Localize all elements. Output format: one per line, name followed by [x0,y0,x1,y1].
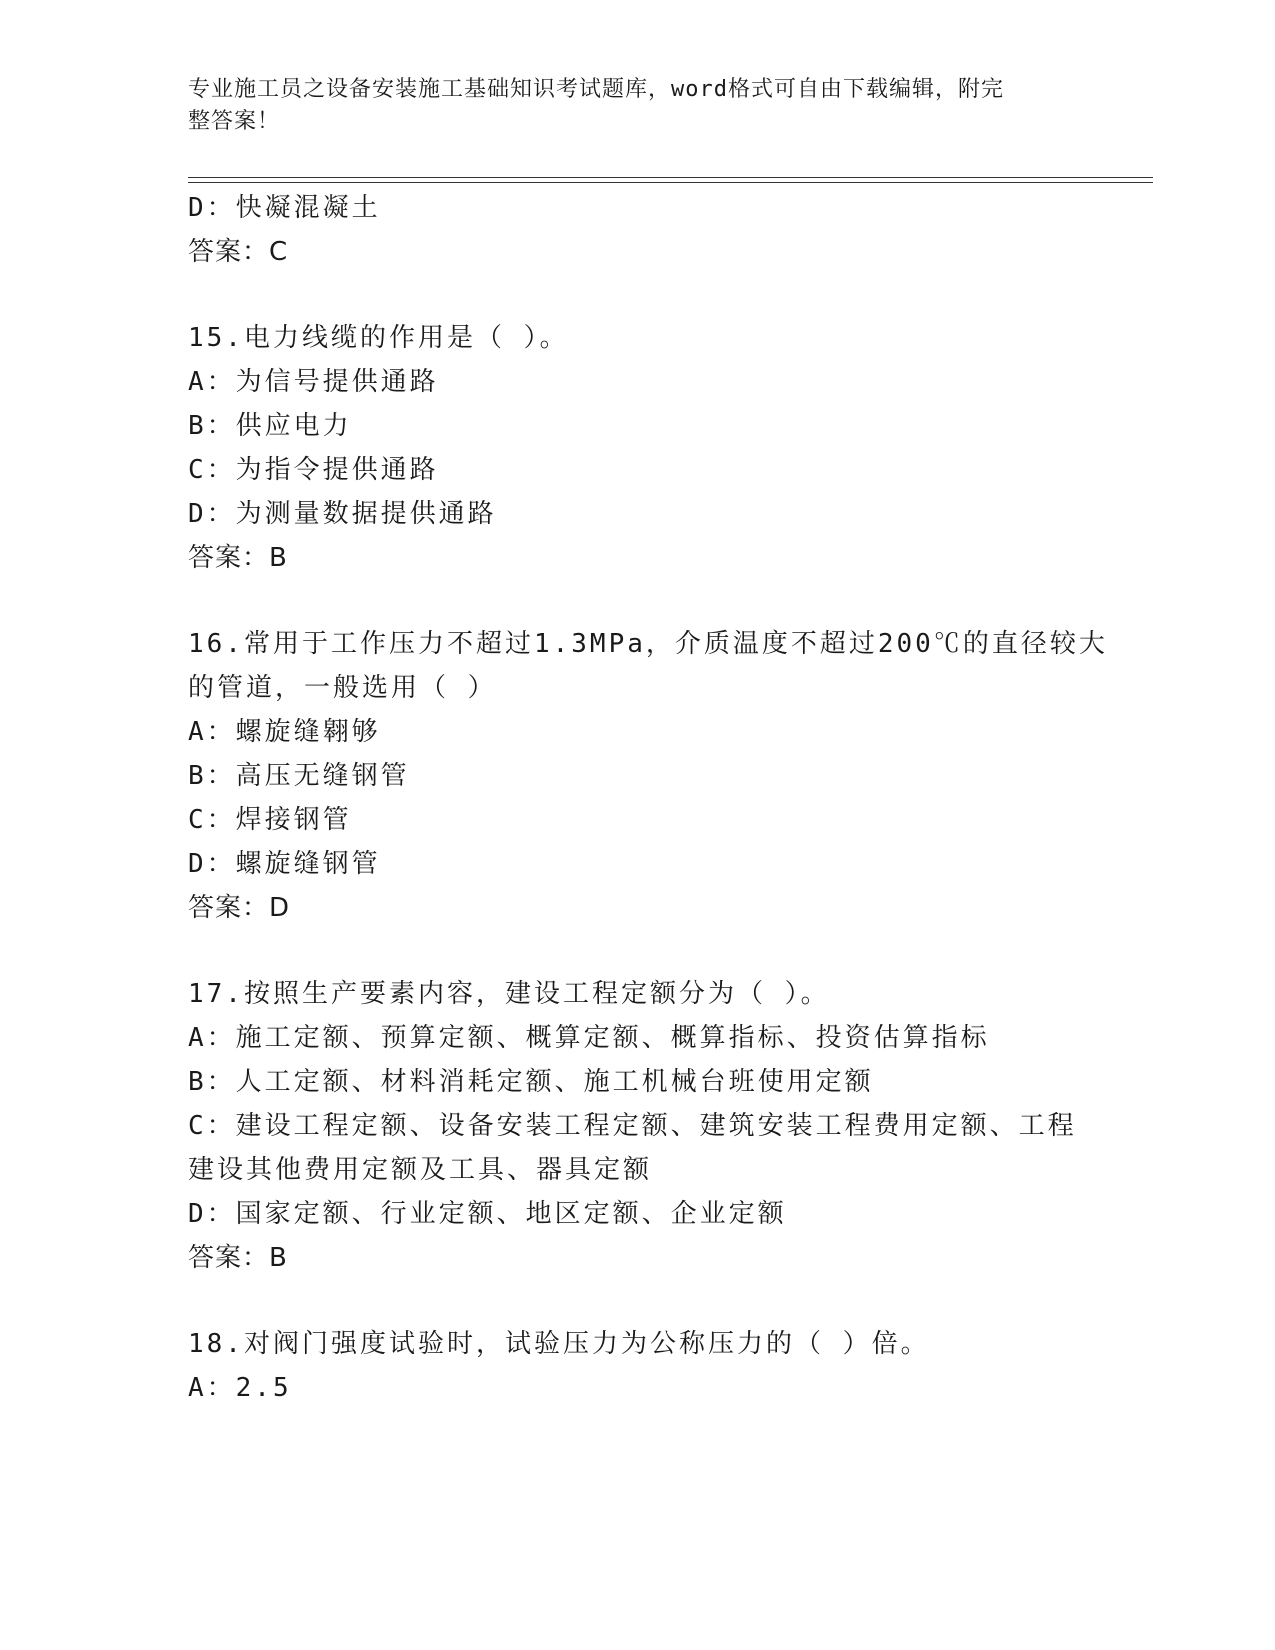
q15-option-b: B：供应电力 [188,411,352,441]
q17-option-c-line-2: 建设其他费用定额及工具、器具定额 [188,1155,653,1185]
q15-answer: 答案：B [188,543,288,573]
q16-answer: 答案：D [188,893,291,923]
q15-stem: 15.电力线缆的作用是（ ）。 [188,323,569,353]
q16-option-a: A：螺旋缝翱够 [188,717,381,747]
q17-option-b: B：人工定额、材料消耗定额、施工机械台班使用定额 [188,1067,874,1097]
q16-stem-line-1: 16.常用于工作压力不超过1.3MPa，介质温度不超过200℃的直径较大 [188,629,1108,659]
q17-option-a: A：施工定额、预算定额、概算定额、概算指标、投资估算指标 [188,1023,990,1053]
q16-option-d: D：螺旋缝钢管 [188,849,381,879]
q15-option-d: D：为测量数据提供通路 [188,499,497,529]
q18-option-a: A：2.5 [188,1373,292,1403]
header-divider-bottom [188,182,1153,183]
q14-option-d: D：快凝混凝土 [188,193,381,223]
header-line-1: 专业施工员之设备安装施工基础知识考试题库，word格式可自由下载编辑，附完 [188,77,1004,102]
q15-option-a: A：为信号提供通路 [188,367,439,397]
q14-answer: 答案：C [188,237,289,267]
q17-answer: 答案：B [188,1243,288,1273]
q16-option-c: C：焊接钢管 [188,805,352,835]
q17-stem: 17.按照生产要素内容，建设工程定额分为（ ）。 [188,979,830,1009]
q17-option-d: D：国家定额、行业定额、地区定额、企业定额 [188,1199,787,1229]
q15-option-c: C：为指令提供通路 [188,455,439,485]
q16-stem-line-2: 的管道，一般选用（ ） [188,673,497,703]
q17-option-c-line-1: C：建设工程定额、设备安装工程定额、建筑安装工程费用定额、工程 [188,1111,1077,1141]
header-divider-top [188,177,1153,178]
header-line-2: 整答案！ [188,109,281,134]
document-header [188,74,1088,138]
q18-stem: 18.对阀门强度试验时，试验压力为公称压力的（ ）倍。 [188,1329,930,1359]
q16-option-b: B：高压无缝钢管 [188,761,410,791]
